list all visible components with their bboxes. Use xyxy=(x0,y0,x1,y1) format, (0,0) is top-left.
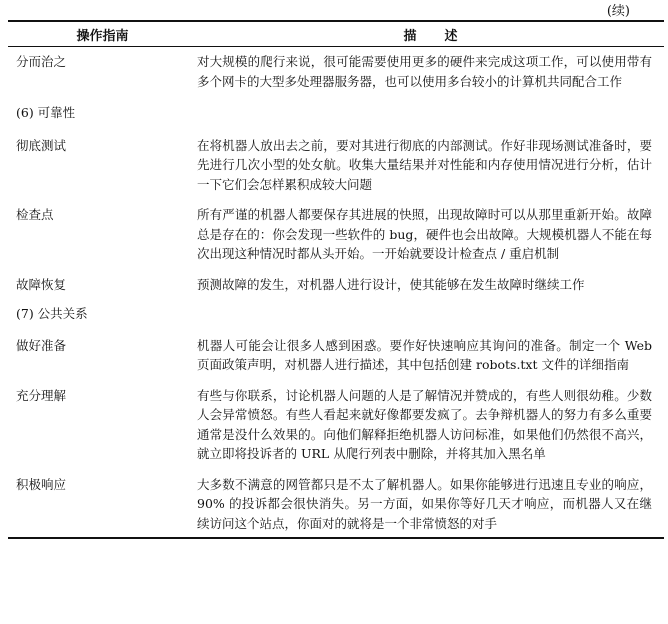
table-row xyxy=(8,336,664,375)
section-heading: (6) 可靠性 xyxy=(16,105,76,120)
table-row xyxy=(8,475,664,534)
guideline-table xyxy=(8,20,664,539)
row-description: 预测故障的发生，对机器人进行设计，使其能够在发生故障时继续工作 xyxy=(197,276,585,292)
table-row xyxy=(8,275,664,295)
row-term: 分而治之 xyxy=(16,54,67,69)
table-row xyxy=(8,136,664,195)
row-description: 大多数不满意的网管都只是不太了解机器人。如果你能够进行迅速且专业的响应，90% 的投诉都会很快消失。另一方面，如果你等好几天才响应，而机器人又在继续访问这个站点，你面对的就将是一个非常愤怒的对手 xyxy=(197,476,652,531)
section-heading: (7) 公共关系 xyxy=(16,306,88,321)
row-term: 彻底测试 xyxy=(16,137,67,153)
table-row xyxy=(8,52,664,91)
row-term: 故障恢复 xyxy=(16,276,67,292)
header-guideline: 操作指南 xyxy=(76,28,129,44)
header-description: 描述 xyxy=(403,28,486,44)
continued-label: (续) xyxy=(606,4,630,19)
table-header xyxy=(8,22,664,46)
row-description: 机器人可能会让很多人感到困惑。要作好快速响应其询问的准备。制定一个 Web 页面政策声明，对机器人进行描述，其中包括创建 robots.txt 文件的详细指南 xyxy=(197,337,652,372)
table-bottom-rule xyxy=(8,537,664,539)
table-row xyxy=(8,205,664,264)
row-description: 对大规模的爬行来说，很可能需要使用更多的硬件来完成这项工作，可以使用带有多个网卡的大型多处理器服务器，也可以使用多台较小的计算机共同配合工作 xyxy=(197,54,652,89)
row-description: 有些与你联系，讨论机器人问题的人是了解情况并赞成的，有些人则很幼稚。少数人会异常愤怒。有些人看起来就好像都要发疯了。去争辩机器人的努力有多么重要通常是没什么效果的。向他们解释拒绝机器人访问标准，如果他们仍然很不高兴，就立即将投诉者的 URL 从爬行列表中删除，并将其加入黑名单 xyxy=(197,387,652,461)
row-description: 在将机器人放出去之前，要对其进行彻底的内部测试。作好非现场测试准备时，要先进行几次小型的处女航。收集大量结果并对性能和内存使用情况进行分析，估计一下它们会怎样累积成较大问题 xyxy=(197,137,652,192)
row-term: 检查点 xyxy=(16,207,54,222)
table-header-rule xyxy=(8,46,664,47)
table-row xyxy=(8,386,664,464)
row-description: 所有严谨的机器人都要保存其进展的快照，出现故障时可以从那里重新开始。故障总是存在的：你会发现一些软件的 bug，硬件也会出故障。大规模机器人不能在每次出现这种情况时都从头开始。一开始就要设计检查点 / 重启机制 xyxy=(197,207,652,261)
row-term: 做好准备 xyxy=(16,337,67,353)
row-term: 充分理解 xyxy=(16,387,67,403)
row-term: 积极响应 xyxy=(16,476,67,492)
